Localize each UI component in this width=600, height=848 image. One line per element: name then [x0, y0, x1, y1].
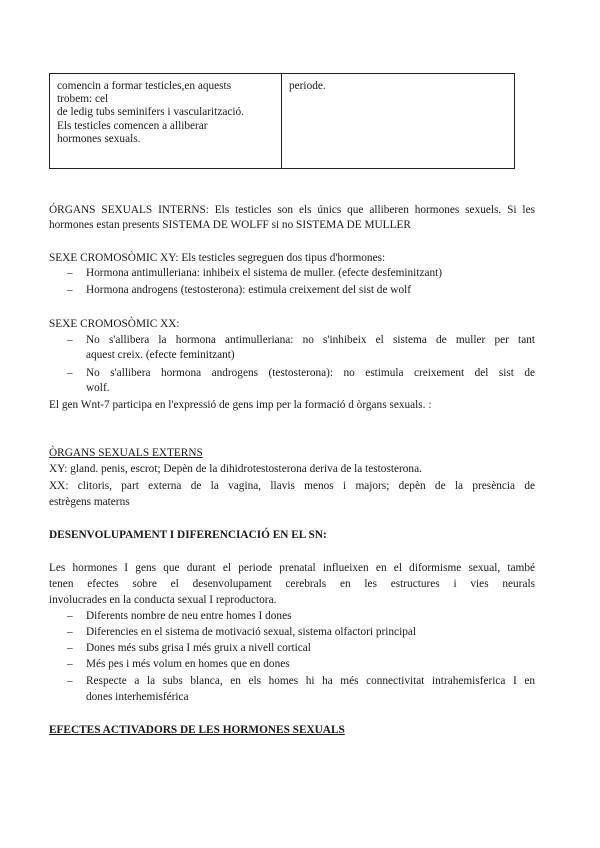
desenv-item-text: dones interhemisférica	[86, 691, 189, 703]
desenv-para-1: Les hormones I gens que durant el periode prenatal influeixen en el diformisme sexual, també	[49, 562, 535, 574]
table-left-line: trobem: cel	[57, 93, 109, 106]
xx-item-text: aquest creix. (efecte feminitzant)	[86, 349, 235, 361]
dash-bullet: –	[67, 626, 73, 638]
desenv-item-text: Dones més subs grisa I més gruix a nivell cortical	[86, 642, 311, 654]
dash-bullet: –	[67, 610, 73, 622]
table-left-line: hormones sexuals.	[57, 132, 141, 145]
dash-bullet: –	[67, 675, 73, 687]
xy-heading: SEXE CROMOSÒMIC XY: Els testicles segreguen dos tipus d'hormones:	[49, 252, 386, 264]
xx-item-text: wolf.	[86, 382, 110, 394]
table-left-line: Els testicles comencen a alliberar	[57, 119, 208, 132]
desenv-item-text: Diferencies en el sistema de motivació sexual, sistema olfactori principal	[86, 626, 417, 638]
desenv-item-text: Diferents nombre de neu entre homes I dones	[86, 610, 292, 622]
dash-bullet: –	[67, 658, 73, 670]
desenv-item-text: Respecte a la subs blanca, en els homes hi ha més connectivitat intrahemisferica I en	[86, 675, 535, 687]
externs-xx-1: XX: clitoris, part externa de la vagina, llavis menos i majors; depèn de la presència de	[49, 480, 535, 492]
table-right-text: periode.	[289, 80, 326, 92]
table-left-cell	[50, 74, 282, 168]
desenv-heading: DESENVOLUPAMENT I DIFERENCIACIÓ EN EL SN:	[49, 529, 327, 541]
externs-xy: XY: gland. penis, escrot; Depèn de la dihidrotestosterona deriva de la testosterona.	[49, 463, 422, 475]
xx-item-text: No s'allibera hormona androgens (testosterona): no estimula creixement del sist de	[86, 367, 535, 379]
dash-bullet: –	[67, 334, 73, 346]
interns-line-2: hormones estan presents SISTEMA DE WOLFF si no SISTEMA DE MULLER	[49, 219, 411, 231]
dash-bullet: –	[67, 642, 73, 654]
desenv-para-3: involucrades en la conducta sexual I reproductora.	[49, 594, 277, 606]
table-right-cell	[282, 74, 514, 168]
xx-heading: SEXE CROMOSÒMIC XX:	[49, 318, 180, 330]
dash-bullet: –	[67, 284, 73, 296]
xx-item-text: No s'allibera la hormona antimulleriana: no s'inhibeix el sistema de muller per tant	[86, 334, 535, 346]
desenv-para-2: tenen efectes sobre el desenvolupament cerebrals en les estructures i vies neurals	[49, 578, 535, 590]
desenv-item-text: Més pes i més volum en homes que en dones	[86, 658, 290, 670]
externs-heading: ÒRGANS SEXUALS EXTERNS	[49, 447, 203, 459]
continuation-table	[49, 73, 515, 169]
wnt-line: El gen Wnt-7 participa en l'expressió de gens imp per la formació d òrgans sexuals. :	[49, 399, 432, 411]
dash-bullet: –	[67, 367, 73, 379]
interns-line-1: ÓRGANS SEXUALS INTERNS: Els testicles son els únics que alliberen hormones sexuels. Si les	[49, 204, 535, 216]
xy-item-text: Hormona antimulleriana: inhibeix el sistema de muller. (efecte desfeminitzant)	[86, 267, 443, 279]
efectes-heading: EFECTES ACTIVADORS DE LES HORMONES SEXUALS	[49, 724, 345, 736]
table-left-line: de ledig tubs seminifers i vascularització.	[57, 106, 244, 119]
xy-item-text: Hormona androgens (testosterona): estimula creixement del sist de wolf	[86, 284, 412, 296]
table-left-line: comencin a formar testicles,en aquests	[57, 80, 232, 92]
externs-xx-2: estrègens materns	[49, 496, 130, 508]
dash-bullet: –	[67, 267, 73, 279]
